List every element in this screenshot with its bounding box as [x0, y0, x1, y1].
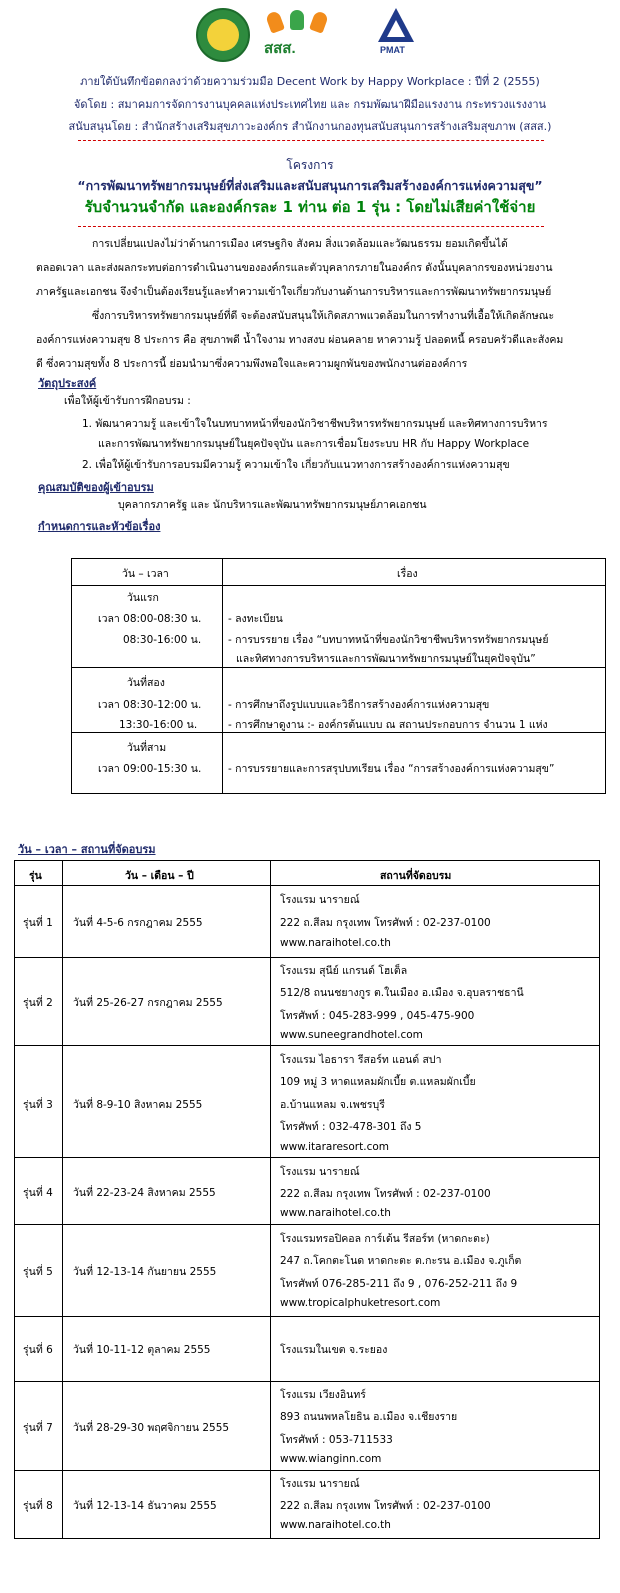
- venue-batch-5: รุ่นที่ 5: [23, 1266, 53, 1278]
- objectives-lead: เพื่อให้ผู้เข้ารับการฝึกอบรม :: [64, 395, 191, 407]
- venue-place-1-address: 222 ถ.สีลม กรุงเทพ โทรศัพท์ : 02-237-0100: [280, 917, 491, 929]
- venue-col-batch: รุ่น: [29, 870, 42, 882]
- venue-col-place: สถานที่จัดอบรม: [380, 870, 452, 882]
- venue-date-8: วันที่ 12-13-14 ธันวาคม 2555: [73, 1500, 217, 1512]
- venues-heading: วัน – เวลา – สถานที่จัดอบรม: [18, 843, 156, 856]
- venue-place-6-name: โรงแรมในเขต จ.ระยอง: [280, 1344, 388, 1356]
- venue-place-2-address: 512/8 ถนนชยางกูร ต.ในเมือง อ.เมือง จ.อุบลราชธานี: [280, 987, 524, 999]
- venue-place-7-address: 893 ถนนพหลโยธิน อ.เมือง จ.เชียงราย: [280, 1411, 458, 1423]
- day1-time2: 08:30-16:00 น.: [123, 634, 202, 646]
- objective-1-cont: และการพัฒนาทรัพยากรมนุษย์ในยุคปัจจุบัน และการเชื่อมโยงระบบ HR กับ Happy Workplace: [98, 438, 530, 450]
- venue-batch-6: รุ่นที่ 6: [23, 1344, 53, 1356]
- venue-col-date: วัน – เดือน – ปี: [125, 870, 194, 882]
- day1-topic2: - การบรรยาย เรื่อง “บทบาทหน้าที่ของนักวิชาชีพบริหารทรัพยากรมนุษย์: [228, 634, 549, 646]
- venue-place-4-website[interactable]: www.naraihotel.co.th: [280, 1207, 391, 1219]
- day1-time1: เวลา 08:00-08:30 น.: [98, 613, 202, 625]
- venue-place-3-website[interactable]: www.itararesort.com: [280, 1141, 389, 1153]
- government-seal-logo: [196, 8, 250, 62]
- header-logos: [190, 6, 430, 61]
- venue-place-5-name: โรงแรมทรอปิคอล การ์เด้น รีสอร์ท (หาดกะตะ): [280, 1233, 490, 1245]
- venue-batch-4: รุ่นที่ 4: [23, 1187, 53, 1199]
- venue-batch-7: รุ่นที่ 7: [23, 1422, 53, 1434]
- venue-place-4-address: 222 ถ.สีลม กรุงเทพ โทรศัพท์ : 02-237-0100: [280, 1188, 491, 1200]
- intro-line-1: การเปลี่ยนแปลงไม่ว่าด้านการเมือง เศรษฐกิจ สังคม สิ่งแวดล้อมและวัฒนธรรม ยอมเกิดขึ้นได้: [92, 238, 508, 250]
- project-offer: รับจำนวนจำกัด และองค์กรละ 1 ท่าน ต่อ 1 รุ่น : โดยไม่เสียค่าใช้จ่าย: [84, 198, 536, 216]
- day1-label: วันแรก: [127, 592, 159, 604]
- venue-place-3-address: 109 หมู่ 3 หาดแหลมผักเบี้ย ต.แหลมผักเบี้ย: [280, 1076, 476, 1088]
- venue-place-5-address: 247 ถ.โคกตะโนด หาดกะตะ ต.กะรน อ.เมือง จ.ภูเก็ต: [280, 1255, 522, 1267]
- venue-place-5-website[interactable]: www.tropicalphuketresort.com: [280, 1297, 441, 1309]
- venue-batch-3: รุ่นที่ 3: [23, 1099, 53, 1111]
- venue-place-7-name: โรงแรม เวียงอินทร์: [280, 1389, 366, 1401]
- venue-place-8-address: 222 ถ.สีลม กรุงเทพ โทรศัพท์ : 02-237-0100: [280, 1500, 491, 1512]
- intro-line-5: องค์การแห่งความสุข 8 ประการ คือ สุขภาพดี น้ำใจงาม ทางสงบ ผ่อนคลาย หาความรู้ ปลอดหนี้ ครอบครัวดีและสังคม: [36, 334, 564, 346]
- venue-place-7-phone: โทรศัพท์ : 053-711533: [280, 1434, 393, 1446]
- venue-batch-1: รุ่นที่ 1: [23, 917, 53, 929]
- agreement-line: ภายใต้บันทึกข้อตกลงว่าด้วยความร่วมมือ Decent Work by Happy Workplace : ปีที่ 2 (2555): [80, 75, 540, 88]
- project-label: โครงการ: [286, 158, 334, 172]
- pmat-logo-text: PMAT: [380, 45, 405, 55]
- schedule-col-time: วัน – เวลา: [122, 568, 169, 580]
- intro-line-6: ดี ซึ่งความสุขทั้ง 8 ประการนี้ ย่อมนำมาซึ่งความพึงพอใจและความผูกพันของพนักงานต่อองค์การ: [36, 358, 468, 370]
- venue-place-2-name: โรงแรม สุนีย์ แกรนด์ โฮเต็ล: [280, 965, 408, 977]
- venue-place-7-website[interactable]: www.wianginn.com: [280, 1453, 382, 1465]
- day2-label: วันที่สอง: [127, 677, 165, 689]
- venue-place-8-name: โรงแรม นารายณ์: [280, 1478, 360, 1490]
- schedule-col-topic: เรื่อง: [397, 568, 418, 580]
- qualifications-text: บุคลากรภาครัฐ และ นักบริหารและพัฒนาทรัพยากรมนุษย์ภาคเอกชน: [118, 499, 427, 511]
- divider-top: [78, 140, 544, 141]
- day2-time2: 13:30-16:00 น.: [119, 719, 198, 731]
- day3-time1: เวลา 09:00-15:30 น.: [98, 763, 202, 775]
- sss-logo-text: สสส.: [264, 40, 296, 57]
- objective-1: 1. พัฒนาความรู้ และเข้าใจในบทบาทหน้าที่ของนักวิชาชีพบริหารทรัพยากรมนุษย์ และทิศทางการบริหาร: [82, 418, 548, 430]
- day1-topic1: - ลงทะเบียน: [228, 613, 283, 625]
- schedule-table: [71, 558, 606, 794]
- venue-place-2-phone: โทรศัพท์ : 045-283-999 , 045-475-900: [280, 1010, 475, 1022]
- venue-date-2: วันที่ 25-26-27 กรกฎาคม 2555: [73, 997, 223, 1009]
- objective-2: 2. เพื่อให้ผู้เข้ารับการอบรมมีความรู้ ความเข้าใจ เกี่ยวกับแนวทางการสร้างองค์การแห่งความสุข: [82, 459, 510, 471]
- venue-date-5: วันที่ 12-13-14 กันยายน 2555: [73, 1266, 217, 1278]
- venue-place-3-phone: โทรศัพท์ : 032-478-301 ถึง 5: [280, 1121, 422, 1133]
- day1-topic2-cont: และทิศทางการบริหารและการพัฒนาทรัพยากรมนุษย์ในยุคปัจจุบัน”: [236, 653, 536, 665]
- venue-date-4: วันที่ 22-23-24 สิงหาคม 2555: [73, 1187, 216, 1199]
- venue-batch-2: รุ่นที่ 2: [23, 997, 53, 1009]
- venue-table: [14, 860, 600, 1539]
- venue-place-4-name: โรงแรม นารายณ์: [280, 1166, 360, 1178]
- venue-place-1-name: โรงแรม นารายณ์: [280, 894, 360, 906]
- objectives-heading: วัตถุประสงค์: [38, 377, 97, 390]
- day3-label: วันที่สาม: [127, 742, 167, 754]
- day2-topic1: - การศึกษาถึงรูปแบบและวิธีการสร้างองค์การแห่งความสุข: [228, 699, 490, 711]
- divider-bottom: [78, 226, 544, 227]
- venue-date-7: วันที่ 28-29-30 พฤศจิกายน 2555: [73, 1422, 230, 1434]
- venue-place-3-address2: อ.บ้านแหลม จ.เพชรบุรี: [280, 1099, 385, 1111]
- venue-place-1-website[interactable]: www.naraihotel.co.th: [280, 937, 391, 949]
- venue-date-3: วันที่ 8-9-10 สิงหาคม 2555: [73, 1099, 203, 1111]
- sss-logo: [264, 10, 356, 60]
- qualifications-heading: คุณสมบัติของผู้เข้าอบรม: [38, 481, 154, 494]
- venue-batch-8: รุ่นที่ 8: [23, 1500, 53, 1512]
- pmat-logo: [374, 8, 418, 60]
- intro-line-3: ภาครัฐและเอกชน จึงจำเป็นต้องเรียนรู้และทำความเข้าใจเกี่ยวกับงานด้านการบริหารและการพัฒนาทรัพยากรมนุษย์: [36, 286, 552, 298]
- sponsor-line: สนับสนุนโดย : สำนักสร้างเสริมสุขภาวะองค์กร สำนักงานกองทุนสนับสนุนการสร้างเสริมสุขภาพ (สสส.): [68, 120, 552, 133]
- venue-date-1: วันที่ 4-5-6 กรกฎาคม 2555: [73, 917, 203, 929]
- venue-place-5-phone: โทรศัพท์ 076-285-211 ถึง 9 , 076-252-211 ถึง 9: [280, 1278, 518, 1290]
- intro-line-4: ซึ่งการบริหารทรัพยากรมนุษย์ที่ดี จะต้องสนับสนุนให้เกิดสภาพแวดล้อมในการทำงานที่เอื้อให้เกิดลักษณะ: [92, 310, 555, 322]
- venue-date-6: วันที่ 10-11-12 ตุลาคม 2555: [73, 1344, 211, 1356]
- organizer-line: จัดโดย : สมาคมการจัดการงานบุคคลแห่งประเทศไทย และ กรมพัฒนาฝีมือแรงงาน กระทรวงแรงงาน: [73, 98, 547, 111]
- schedule-heading: กำหนดการและหัวข้อเรื่อง: [38, 520, 161, 533]
- venue-place-3-name: โรงแรม ไอธารา รีสอร์ท แอนด์ สปา: [280, 1054, 442, 1066]
- venue-place-8-website[interactable]: www.naraihotel.co.th: [280, 1519, 391, 1531]
- intro-line-2: ตลอดเวลา และส่งผลกระทบต่อการดำเนินงานขององค์กรและตัวบุคลากรภายในองค์กร ดังนั้นบุคลากรของหน่วยงาน: [36, 262, 553, 274]
- venue-place-2-website[interactable]: www.suneegrandhotel.com: [280, 1029, 423, 1041]
- day3-topic1: - การบรรยายและการสรุปบทเรียน เรื่อง “การสร้างองค์การแห่งความสุข”: [228, 763, 555, 775]
- day2-topic2: - การศึกษาดูงาน :- องค์กรต้นแบบ ณ สถานประกอบการ จำนวน 1 แห่ง: [228, 719, 548, 731]
- project-title: “การพัฒนาทรัพยากรมนุษย์ที่ส่งเสริมและสนับสนุนการเสริมสร้างองค์การแห่งความสุข”: [77, 178, 543, 193]
- day2-time1: เวลา 08:30-12:00 น.: [98, 699, 202, 711]
